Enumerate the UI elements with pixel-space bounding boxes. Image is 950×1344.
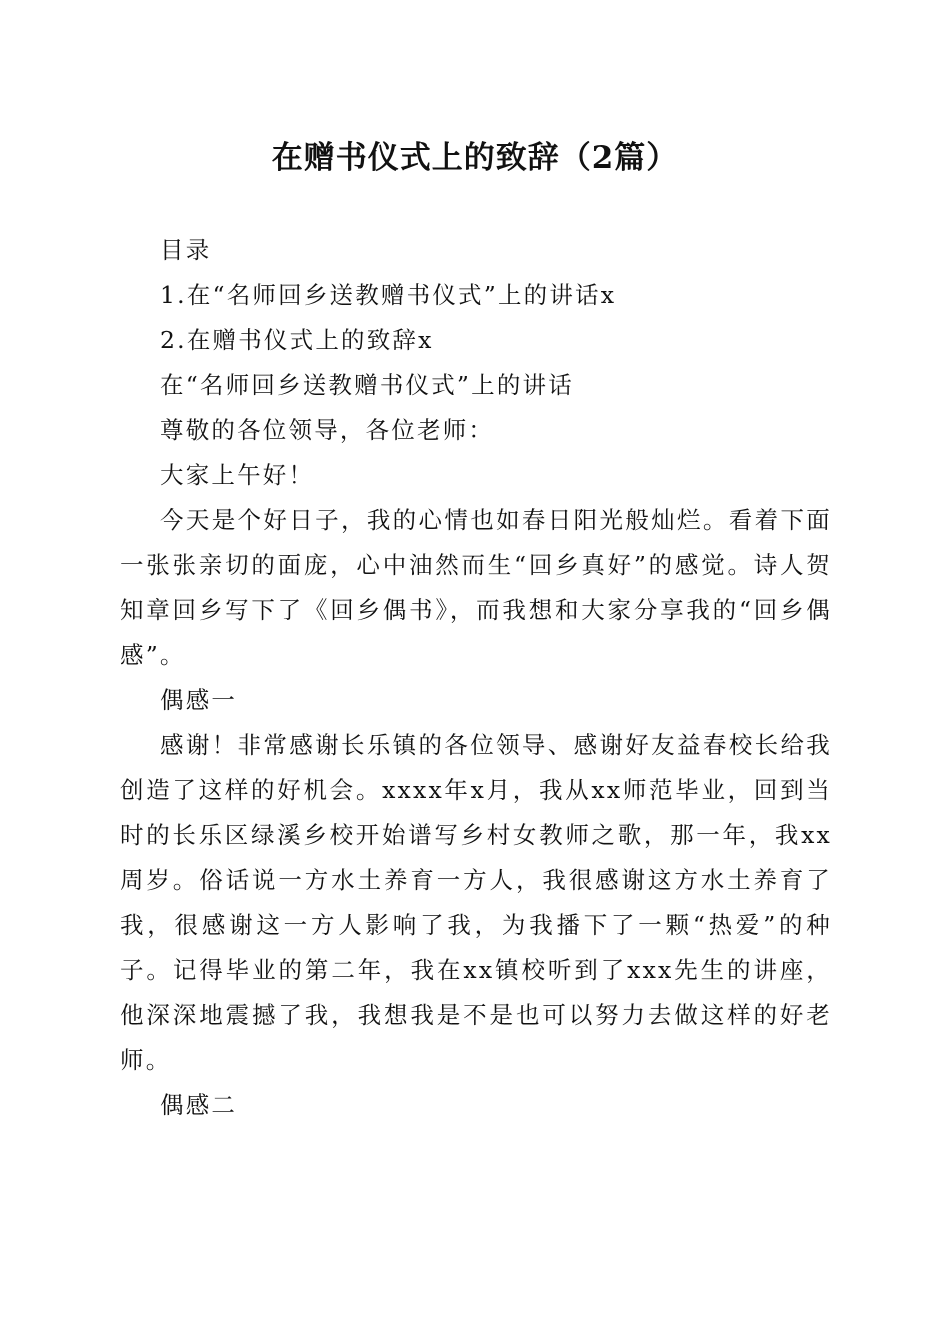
section-heading-1: 偶感一 <box>160 686 238 714</box>
section-heading-2: 偶感二 <box>160 1091 238 1119</box>
speech-heading: 在“名师回乡送教赠书仪式”上的讲话 <box>160 371 574 399</box>
document-body <box>120 228 832 1128</box>
intro-paragraph: 今天是个好日子，我的心情也如春日阳光般灿烂。看着下面一张张亲切的面庞，心中油然而生“回乡真好”的感觉。诗人贺知章回乡写下了《回乡偶书》，而我想和大家分享我的“回乡偶感”。 <box>120 506 832 669</box>
greeting: 大家上午好！ <box>160 461 315 489</box>
toc-item-2: 2.在赠书仪式上的致辞x <box>160 326 434 354</box>
section-paragraph-1: 感谢！非常感谢长乐镇的各位领导、感谢好友益春校长给我创造了这样的好机会。xxxx年x月，我从xx师范毕业，回到当时的长乐区绿溪乡校开始谱写乡村女教师之歌，那一年，我xx周岁。俗话说一方水土养育一方人，我很感谢这方水土养育了我，很感谢这一方人影响了我，为我播下了一颗“热爱”的种子。记得毕业的第二年，我在xx镇校听到了xxx先生的讲座，他深深地震撼了我，我想我是不是也可以努力去做这样的好老师。 <box>120 731 832 1074</box>
salutation: 尊敬的各位领导，各位老师： <box>160 416 495 444</box>
toc-item-1: 1.在“名师回乡送教赠书仪式”上的讲话x <box>160 281 617 309</box>
document-title: 在赠书仪式上的致辞（2篇） <box>271 140 679 176</box>
toc-heading: 目录 <box>160 236 212 264</box>
